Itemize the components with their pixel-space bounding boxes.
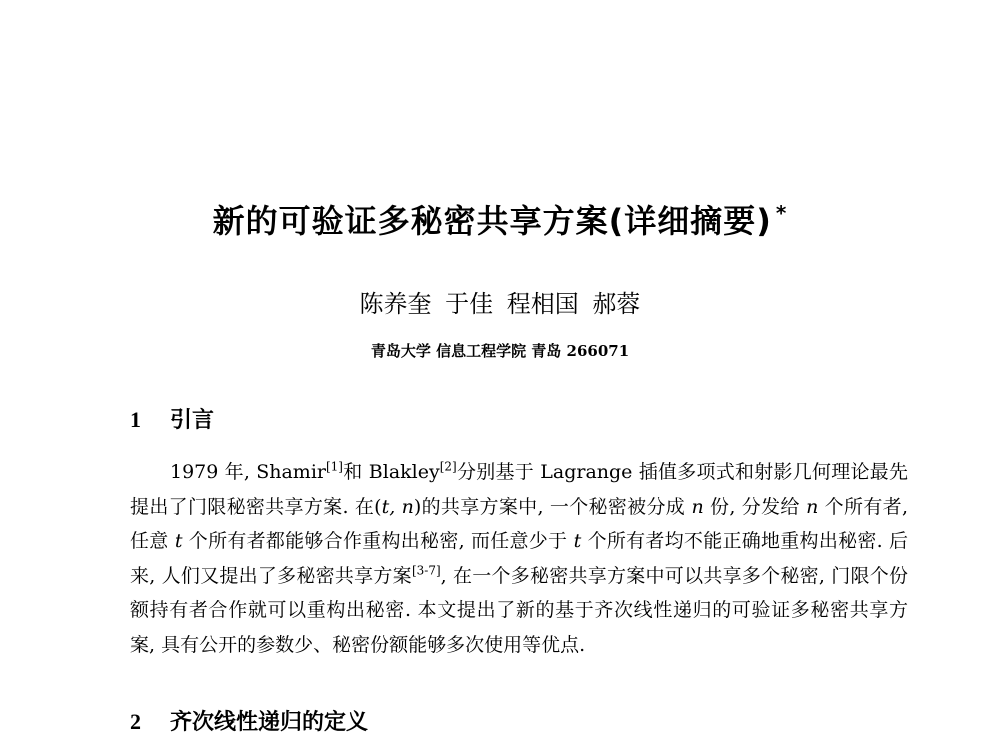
text-run: 1979 年, Shamir [170,461,326,483]
text-run: 和 Blakley [342,461,440,483]
math-t: t [573,530,582,552]
section-heading-2 [130,705,368,736]
citation-ref: [1] [325,459,343,474]
math-n: n [806,495,819,518]
title-text: 新的可验证多秘密共享方案(详细摘要) [212,202,772,240]
citation-ref: [3-7] [411,563,441,578]
section-title: 齐次线性递归的定义 [170,710,369,735]
paper-title [0,196,1000,242]
math-tn: t, n [381,495,414,518]
text-run: 份, 分发给 [703,495,807,518]
section-number: 1 [130,407,141,432]
math-n: n [691,495,704,518]
section-number: 2 [130,709,141,734]
text-run: 个所有者均不能正确地重构出秘密. 后来, 人们又提出了多秘密共享方案 [130,530,908,587]
citation-ref: [2] [439,459,457,474]
author-list: 陈养奎 于佳 程相国 郝蓉 [359,290,641,318]
text-run: 个所有者, 任意 [130,495,908,552]
affiliation: 青岛大学 信息工程学院 青岛 266071 [370,342,630,360]
section-title: 引言 [170,408,215,433]
text-run: )的共享方案中, 一个秘密被分成 [413,495,692,518]
intro-paragraph [130,455,908,662]
text-run: , 在一个多秘密共享方案中可以共享多个秘密, 门限个份额持有者合作就可以重构出秘密. 本文提出了新的基于齐次线性递归的可验证多秘密共享方案, 具有公开的参数少、秘密份额能够多次使用等优点. [130,564,908,656]
title-footnote-mark: * [775,201,788,226]
text-run: 个所有者都能够合作重构出秘密, 而任意少于 [182,530,574,552]
text-run: 分别基于 Lagrange 插值多项式和射影几何理论最先提出了门限秘密共享方案. 在( [130,461,908,518]
section-heading-1 [130,403,214,434]
math-t: t [174,530,183,552]
